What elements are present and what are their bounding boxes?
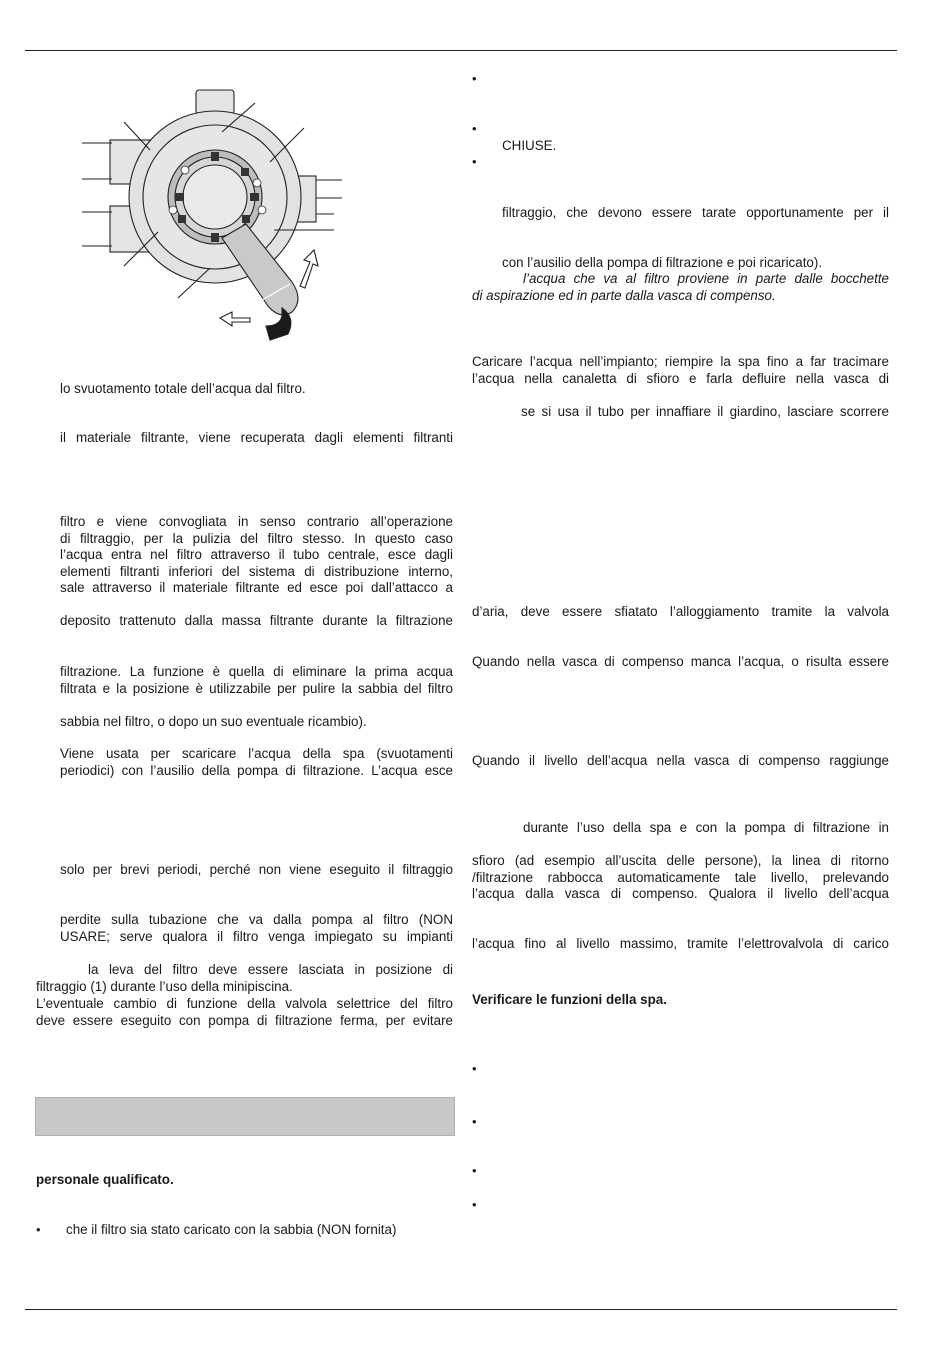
left-p3-line-1: filtro e viene convogliata in senso contrario all’operazione xyxy=(60,514,453,529)
right-p10-line-1: sfioro (ad esempio all’uscita delle persone), la linea di ritorno xyxy=(472,853,889,868)
left-p10-line-1: la leva del filtro deve essere lasciata in posizione di xyxy=(88,962,453,977)
left-p3-line-4: elementi filtranti inferiori del sistema di distribuzione interno, xyxy=(60,564,453,579)
right-bullet-7: • xyxy=(472,1197,477,1212)
valve-illustration xyxy=(60,85,360,355)
left-line-6: sabbia nel filtro, o dopo un suo eventuale ricambio). xyxy=(60,714,367,729)
left-p11-line-1: L’eventuale cambio di funzione della valvola selettrice del filtro xyxy=(36,996,453,1011)
left-p7-line-2: periodici) con l’ausilio della pompa di filtrazione. L’acqua esce xyxy=(60,763,453,778)
right-bullet-5: • xyxy=(472,1114,477,1129)
left-bullet: • xyxy=(36,1222,41,1237)
right-bullet-2: • xyxy=(472,121,477,136)
right-bold-line: Verificare le funzioni della spa. xyxy=(472,992,667,1007)
right-p4-line-2: l’acqua nella canaletta di sfioro e farla defluire nella vasca di xyxy=(472,371,889,386)
left-line-2: il materiale filtrante, viene recuperata dagli elementi filtranti xyxy=(60,430,453,445)
left-bold-line: personale qualificato. xyxy=(36,1172,174,1187)
right-line-11: l’acqua fino al livello massimo, tramite l’elettrovalvola di carico xyxy=(472,936,889,951)
left-p5-line-2: filtrata e la posizione è utilizzabile per pulire la sabbia del filtro xyxy=(60,681,453,696)
footer-rule xyxy=(25,1309,897,1310)
left-line-1: lo svuotamento totale dell’acqua dal filtro. xyxy=(60,381,306,396)
right-bullet-1: • xyxy=(472,71,477,86)
left-line-8: solo per brevi periodi, perché non viene eseguito il filtraggio xyxy=(60,862,453,877)
right-chiuse: CHIUSE. xyxy=(502,138,557,153)
left-p5-line-1: filtrazione. La funzione è quella di eliminare la prima acqua xyxy=(60,664,453,679)
right-bullet-3: • xyxy=(472,154,477,169)
right-p10-line-2: /filtrazione rabbocca automaticamente tale livello, prelevando xyxy=(472,870,889,885)
right-line-7: Quando nella vasca di compenso manca l’acqua, o risulta essere xyxy=(472,654,889,669)
right-line-1: filtraggio, che devono essere tarate opportunamente per il xyxy=(502,205,889,220)
left-p7-line-1: Viene usata per scaricare l’acqua della spa (svuotamenti xyxy=(60,746,453,761)
right-line-6: d’aria, deve essere sfiatato l’alloggiamento tramite la valvola xyxy=(472,604,889,619)
left-p10-line-2: filtraggio (1) durante l’uso della minipiscina. xyxy=(36,979,293,994)
right-p4-line-1: Caricare l’acqua nell’impianto; riempire la spa fino a far tracimare xyxy=(472,354,889,369)
right-line-9: durante l’uso della spa e con la pompa di filtrazione in xyxy=(523,820,889,835)
left-line-4: deposito trattenuto dalla massa filtrante durante la filtrazione xyxy=(60,613,453,628)
left-p9-line-2: USARE; serve qualora il filtro venga impiegato su impianti xyxy=(60,929,453,944)
left-p3-line-2: di filtraggio, per la pulizia del filtro stesso. In questo caso xyxy=(60,531,453,546)
right-line-8: Quando il livello dell’acqua nella vasca di compenso raggiunge xyxy=(472,753,889,768)
right-italic-2: di aspirazione ed in parte dalla vasca di compenso. xyxy=(472,288,776,303)
left-p9-line-1: perdite sulla tubazione che va dalla pompa al filtro (NON xyxy=(60,912,453,927)
left-p3-line-5: sale attraverso il materiale filtrante ed esce poi dall’attacco a xyxy=(60,580,453,595)
header-rule xyxy=(25,50,897,51)
right-p10-line-3: l’acqua dalla vasca di compenso. Qualora il livello dell’acqua xyxy=(472,886,889,901)
right-italic-1: l’acqua che va al filtro proviene in parte dalle bocchette xyxy=(523,271,889,286)
right-bullet-6: • xyxy=(472,1163,477,1178)
left-bullet-text: che il filtro sia stato caricato con la sabbia (NON fornita) xyxy=(66,1222,397,1237)
right-line-2: con l’ausilio della pompa di filtrazione e poi ricaricato). xyxy=(502,255,823,270)
left-p11-line-2: deve essere eseguito con pompa di filtrazione ferma, per evitare xyxy=(36,1013,453,1028)
right-bullet-4: • xyxy=(472,1061,477,1076)
section-heading-bar xyxy=(35,1097,455,1136)
left-p3-line-3: l’acqua entra nel filtro attraverso il tubo centrale, esce dagli xyxy=(60,547,453,562)
right-line-5: se si usa il tubo per innaffiare il giardino, lasciare scorrere xyxy=(521,404,889,419)
